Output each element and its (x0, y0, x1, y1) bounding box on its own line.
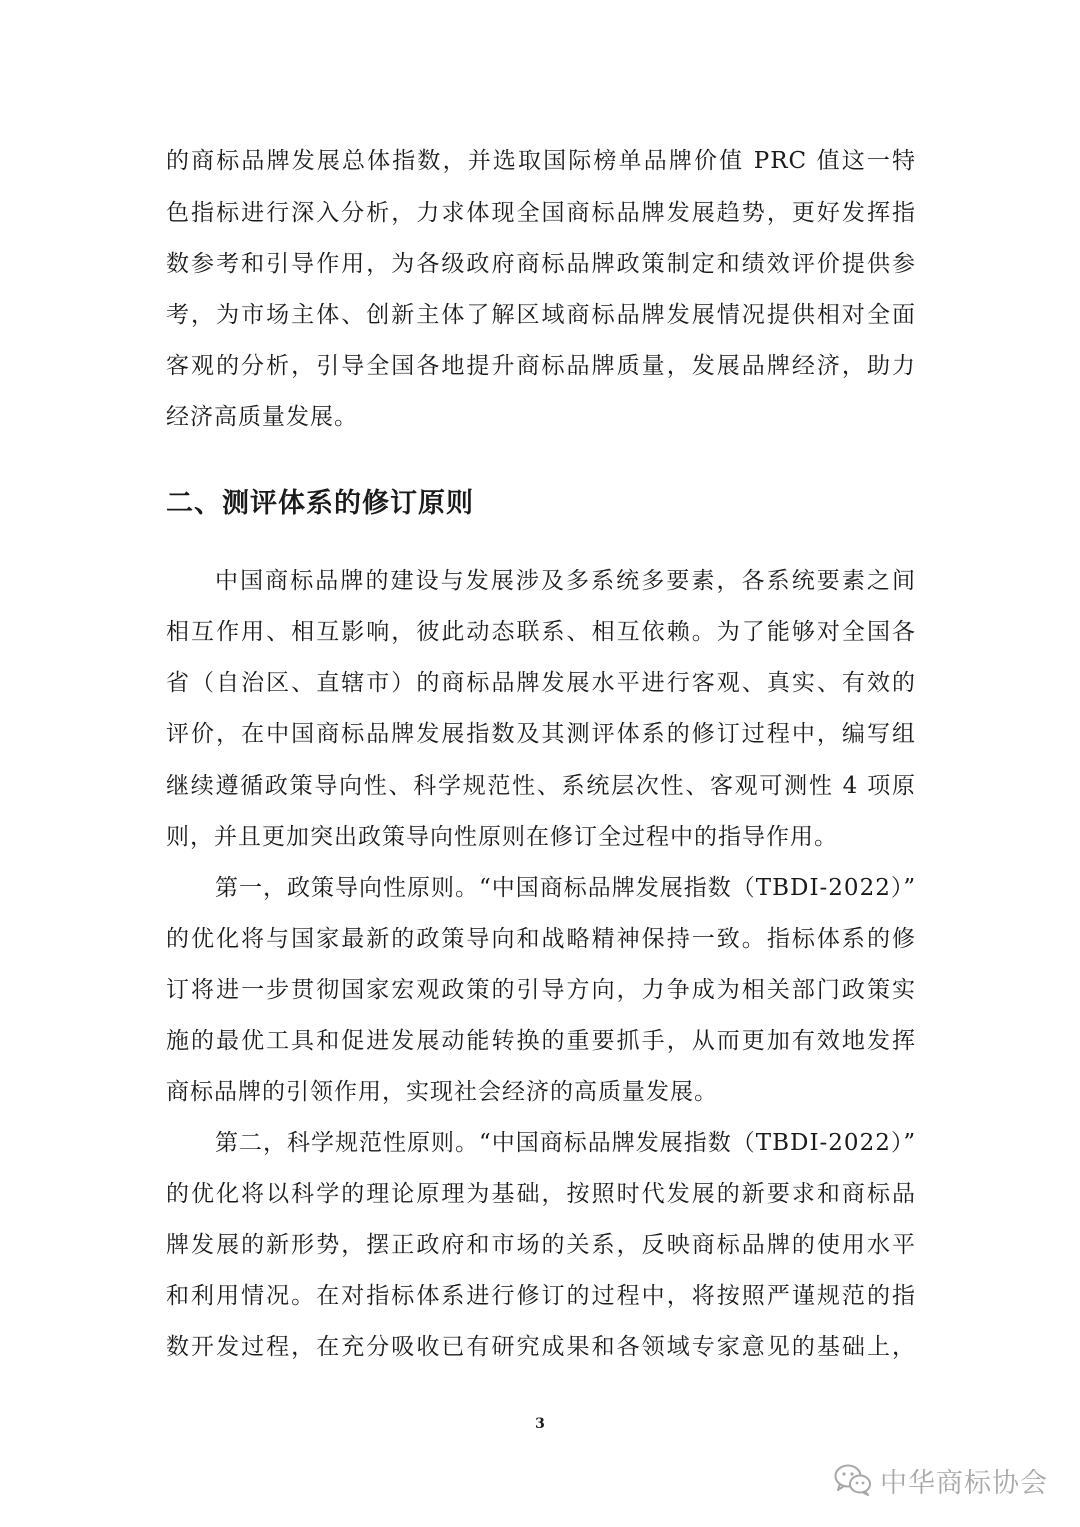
paragraph-line: 考，为市场主体、创新主体了解区域商标品牌发展情况提供相对全面 (166, 302, 916, 328)
paragraph-line: 省（自治区、直辖市）的商标品牌发展水平进行客观、真实、有效的 (166, 670, 916, 696)
section-heading: 二、测评体系的修订原则 (166, 488, 474, 519)
watermark-text: 中华商标协会 (880, 1467, 1048, 1499)
paragraph-line: 数参考和引导作用，为各级政府商标品牌政策制定和绩效评价提供参 (166, 251, 916, 277)
paragraph-line: 商标品牌的引领作用，实现社会经济的高质量发展。 (166, 1079, 718, 1105)
paragraph-line: 中国商标品牌的建设与发展涉及多系统多要素，各系统要素之间 (215, 568, 916, 594)
paragraph-line: 色指标进行深入分析，力求体现全国商标品牌发展趋势，更好发挥指 (166, 200, 916, 226)
page-number: 3 (535, 1416, 545, 1432)
watermark (834, 1460, 1048, 1500)
paragraph-line: 经济高质量发展。 (166, 404, 358, 430)
wechat-icon (834, 1464, 872, 1496)
paragraph-line: 的优化将与国家最新的政策导向和战略精神保持一致。指标体系的修 (166, 926, 916, 952)
paragraph-line: 第二，科学规范性原则。“中国商标品牌发展指数（TBDI-2022）” (215, 1130, 917, 1156)
paragraph-line: 数开发过程，在充分吸收已有研究成果和各领域专家意见的基础上， (166, 1334, 916, 1360)
paragraph-line: 订将进一步贯彻国家宏观政策的引导方向，力争成为相关部门政策实 (166, 977, 916, 1003)
paragraph-line: 相互作用、相互影响，彼此动态联系、相互依赖。为了能够对全国各 (166, 619, 916, 645)
paragraph-line: 客观的分析，引导全国各地提升商标品牌质量，发展品牌经济，助力 (166, 353, 916, 379)
paragraph-line: 和利用情况。在对指标体系进行修订的过程中，将按照严谨规范的指 (166, 1283, 916, 1309)
paragraph-line: 的商标品牌发展总体指数，并选取国际榜单品牌价值 PRC 值这一特 (166, 148, 916, 174)
paragraph-line: 的优化将以科学的理论原理为基础，按照时代发展的新要求和商标品 (166, 1181, 916, 1207)
paragraph-line: 评价，在中国商标品牌发展指数及其测评体系的修订过程中，编写组 (166, 721, 916, 747)
paragraph-line: 则，并且更加突出政策导向性原则在修订全过程中的指导作用。 (166, 824, 838, 850)
paragraph-line: 牌发展的新形势，摆正政府和市场的关系，反映商标品牌的使用水平 (166, 1232, 916, 1258)
paragraph-line: 施的最优工具和促进发展动能转换的重要抓手，从而更加有效地发挥 (166, 1028, 916, 1054)
paragraph-line: 继续遵循政策导向性、科学规范性、系统层次性、客观可测性 4 项原 (166, 773, 916, 799)
paragraph-line: 第一，政策导向性原则。“中国商标品牌发展指数（TBDI-2022）” (215, 875, 917, 901)
